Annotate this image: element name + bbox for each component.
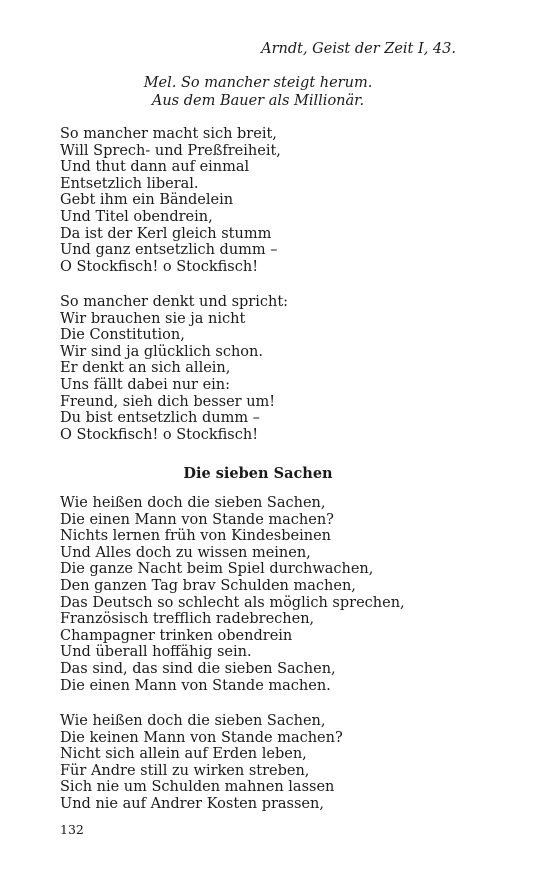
verse-line: Die Constitution, bbox=[60, 327, 185, 344]
verse-line: Die ganze Nacht beim Spiel durchwachen, bbox=[60, 561, 374, 578]
verse-line: Entsetzlich liberal. bbox=[60, 175, 199, 192]
verse-line: Und Alles doch zu wissen meinen, bbox=[60, 544, 311, 561]
verse-line: Nichts lernen früh von Kindesbeinen bbox=[60, 528, 332, 545]
verse-line: Du bist entsetzlich dumm – bbox=[60, 410, 260, 427]
verse-line: Champagner trinken obendrein bbox=[60, 627, 293, 644]
verse-line: Und nie auf Andrer Kosten prassen, bbox=[60, 795, 324, 812]
verse-line: Wir brauchen sie ja nicht bbox=[60, 310, 246, 327]
verse-line: Das Deutsch so schlecht als möglich sprechen, bbox=[60, 594, 405, 611]
melody-line: Aus dem Bauer als Millionär. bbox=[151, 93, 365, 109]
verse-line: Und Titel obendrein, bbox=[60, 208, 213, 225]
verse-line: Für Andre still zu wirken streben, bbox=[60, 762, 310, 779]
stanza-2 bbox=[60, 294, 288, 443]
source-citation: Arndt, Geist der Zeit I, 43. bbox=[261, 41, 456, 57]
verse-line: Nicht sich allein auf Erden leben, bbox=[60, 746, 307, 763]
verse-line: Wie heißen doch die sieben Sachen, bbox=[60, 495, 326, 511]
verse-line: Sich nie um Schulden mahnen lassen bbox=[60, 779, 335, 796]
verse-line: Uns fällt dabei nur ein: bbox=[60, 376, 231, 393]
verse-line: O Stockfisch! o Stockfisch! bbox=[60, 258, 259, 275]
verse-line: Die einen Mann von Stande machen. bbox=[60, 677, 331, 694]
verse-line: Den ganzen Tag brav Schulden machen, bbox=[60, 577, 356, 594]
melody-note bbox=[0, 74, 516, 110]
stanza-3 bbox=[60, 495, 405, 694]
poem-title: Die sieben Sachen bbox=[183, 465, 333, 482]
stanza-4 bbox=[60, 713, 343, 813]
verse-line: So mancher macht sich breit, bbox=[60, 126, 277, 142]
verse-line: Das sind, das sind die sieben Sachen, bbox=[60, 660, 336, 677]
verse-line: Wir sind ja glücklich schon. bbox=[60, 343, 263, 360]
page-number: 132 bbox=[60, 822, 84, 837]
verse-line: Wie heißen doch die sieben Sachen, bbox=[60, 713, 326, 729]
verse-line: Da ist der Kerl gleich stumm bbox=[60, 225, 272, 242]
verse-line: Und thut dann auf einmal bbox=[60, 159, 250, 176]
verse-line: Und ganz entsetzlich dumm – bbox=[60, 242, 278, 259]
verse-line: Will Sprech- und Preßfreiheit, bbox=[60, 142, 281, 159]
verse-line: Die keinen Mann von Stande machen? bbox=[60, 729, 343, 746]
verse-line: Die einen Mann von Stande machen? bbox=[60, 511, 334, 528]
verse-line: O Stockfisch! o Stockfisch! bbox=[60, 426, 259, 443]
verse-line: Und überall hoffähig sein. bbox=[60, 644, 252, 661]
verse-line: Er denkt an sich allein, bbox=[60, 360, 231, 377]
stanza-1 bbox=[60, 126, 281, 275]
melody-line: Mel. So mancher steigt herum. bbox=[143, 75, 373, 91]
verse-line: Gebt ihm ein Bändelein bbox=[60, 192, 234, 209]
verse-line: Französisch trefflich radebrechen, bbox=[60, 611, 315, 628]
verse-line: Freund, sieh dich besser um! bbox=[60, 393, 276, 410]
verse-line: So mancher denkt und spricht: bbox=[60, 294, 289, 310]
